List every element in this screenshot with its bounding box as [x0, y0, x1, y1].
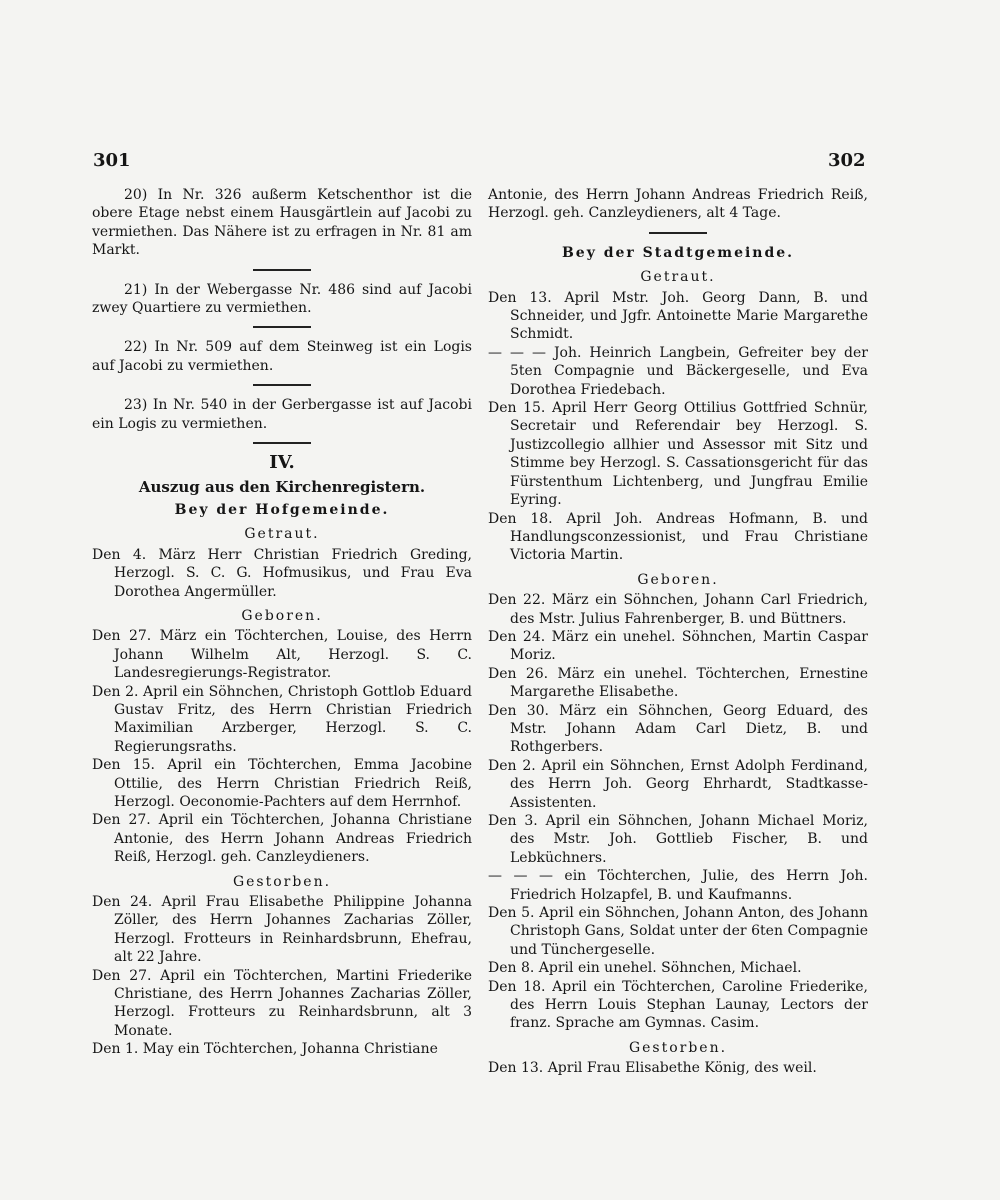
stadt-getraut-label: Getraut.	[640, 269, 716, 286]
advertisement-20: 20) In Nr. 326 außerm Ketschenthor ist die obere Etage nebst einem Hausgärtlein auf Jacobi zu vermiethen. Das Nähere ist zu erfragen in Nr. 81 am Markt.	[92, 187, 472, 259]
register-entry: Den 22. März ein Söhnchen, Johann Carl Friedrich, des Mstr. Julius Fahrenberger, B. und Büttners.	[488, 592, 868, 627]
stadt-geboren-label: Geboren.	[637, 571, 719, 588]
divider-rule	[253, 326, 311, 328]
register-entry: Den 27. März ein Töchterchen, Louise, des Herrn Johann Wilhelm Alt, Herzogl. S. C. Landesregierungs-Registrator.	[92, 628, 472, 682]
divider-rule	[253, 269, 311, 271]
register-entry: Den 2. April ein Söhnchen, Christoph Gottlob Eduard Gustav Fritz, des Herrn Christian Friedrich Maximilian Arzberger, Herzogl. S. C. Regierungsraths.	[92, 683, 472, 755]
register-entry: Den 15. April Herr Georg Ottilius Gottfried Schnür, Secretair und Referendair bey Herzogl. S. Justizcollegio allhier und Assessor mit Sitz und Stimme bey Herzogl. S. Cassationsgericht für das Fürstenthum Lichtenberg, und Jungfrau Emilie Eyring.	[488, 400, 868, 509]
section-title: Auszug aus den Kirchenregistern.	[138, 478, 426, 497]
stadt-gestorben-label: Gestorben.	[628, 1039, 728, 1056]
register-entry: Den 24. April Frau Elisabethe Philippine Johanna Zöller, des Herrn Johannes Zacharias Zöller, Herzogl. Frotteurs in Reinhardsbrunn, Ehefrau, alt 22 Jahre.	[92, 894, 472, 966]
register-entry: Den 27. April ein Töchterchen, Martini Friederike Christiane, des Herrn Johannes Zacharias Zöller, Herzogl. Frotteurs zu Reinhardsbrunn, alt 3 Monate.	[92, 967, 472, 1039]
page-number-left: 301	[93, 150, 131, 171]
register-entry: Den 2. April ein Söhnchen, Ernst Adolph Ferdinand, des Herrn Joh. Georg Ehrhardt, Stadtkasse-Assistenten.	[488, 757, 868, 811]
register-entry: Den 1. May ein Töchterchen, Johanna Christiane	[92, 1041, 438, 1058]
register-entry: Den 15. April ein Töchterchen, Emma Jacobine Ottilie, des Herrn Christian Friedrich Reiß, Herzogl. Oeconomie-Pachters auf dem Herrnhof.	[92, 757, 472, 810]
advertisement-23: 23) In Nr. 540 in der Gerbergasse ist auf Jacobi ein Logis zu vermiethen.	[92, 397, 472, 432]
hof-getraut-label: Getraut.	[244, 526, 320, 543]
hof-geboren-label: Geboren.	[241, 607, 323, 624]
register-entry: Den 8. April ein unehel. Söhnchen, Michael.	[488, 960, 802, 977]
page-number-right: 302	[828, 150, 866, 171]
section-number: IV.	[269, 452, 295, 474]
divider-rule	[253, 442, 311, 444]
hof-gestorben-label: Gestorben.	[232, 873, 332, 890]
register-entry: — — — Joh. Heinrich Langbein, Gefreiter bey der 5ten Compagnie und Bäckergeselle, und Eva Dorothea Friedebach.	[488, 344, 868, 398]
register-entry: Den 5. April ein Söhnchen, Johann Anton, des Johann Christoph Gans, Soldat unter der 6ten Compagnie und Tünchergeselle.	[488, 905, 868, 958]
advertisement-21: 21) In der Webergasse Nr. 486 sind auf Jacobi zwey Quartiere zu vermiethen.	[92, 281, 472, 317]
register-entry: Den 4. März Herr Christian Friedrich Greding, Herzogl. S. C. G. Hofmusikus, und Frau Eva Dorothea Angermüller.	[92, 546, 472, 600]
hof-title: Bey der Hofgemeinde.	[174, 501, 390, 518]
divider-rule	[649, 232, 707, 234]
register-entry: Den 18. April Joh. Andreas Hofmann, B. und Handlungsconzessionist, und Frau Christiane Victoria Martin.	[488, 510, 868, 564]
register-entry: — — — ein Töchterchen, Julie, des Herrn Joh. Friedrich Holzapfel, B. und Kaufmanns.	[488, 868, 868, 903]
register-entry: Den 27. April ein Töchterchen, Johanna Christiane Antonie, des Herrn Johann Andreas Friedrich Reiß, Herzogl. geh. Canzleydieners.	[92, 812, 472, 866]
left-column	[92, 186, 472, 1059]
divider-rule	[253, 384, 311, 386]
register-entry-continuation: Antonie, des Herrn Johann Andreas Friedrich Reiß, Herzogl. geh. Canzleydieners, alt 4 Tage.	[488, 187, 868, 222]
register-entry: Den 3. April ein Söhnchen, Johann Michael Moriz, des Mstr. Joh. Gottlieb Fischer, B. und Lebküchners.	[488, 813, 868, 866]
register-entry: Den 24. März ein unehel. Söhnchen, Martin Caspar Moriz.	[488, 628, 868, 664]
register-entry: Den 13. April Frau Elisabethe König, des weil.	[488, 1060, 817, 1077]
stadt-title: Bey der Stadtgemeinde.	[561, 244, 795, 261]
register-entry: Den 30. März ein Söhnchen, Georg Eduard, des Mstr. Johann Adam Carl Dietz, B. und Rothgerbers.	[488, 702, 868, 756]
register-entry: Den 13. April Mstr. Joh. Georg Dann, B. und Schneider, und Jgfr. Antoinette Marie Margarethe Schmidt.	[488, 289, 868, 343]
register-entry: Den 18. April ein Töchterchen, Caroline Friederike, des Herrn Louis Stephan Launay, Lectors der franz. Sprache am Gymnas. Casim.	[488, 978, 868, 1032]
register-entry: Den 26. März ein unehel. Töchterchen, Ernestine Margarethe Elisabethe.	[488, 665, 868, 701]
advertisement-22: 22) In Nr. 509 auf dem Steinweg ist ein Logis auf Jacobi zu vermiethen.	[92, 339, 472, 374]
right-column	[488, 186, 868, 1078]
